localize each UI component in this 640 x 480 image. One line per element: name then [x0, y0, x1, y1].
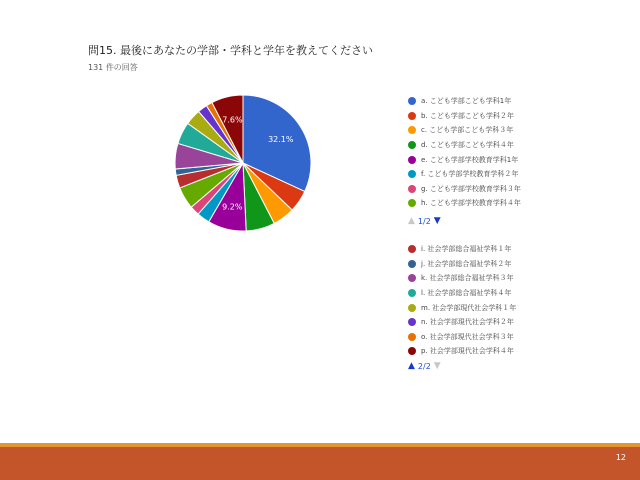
legend-swatch [408, 274, 416, 282]
slide-title: 問15. 最後にあなたの学部・学科と学年を教えてください [88, 44, 373, 57]
page-number: 12 [615, 453, 626, 462]
legend-item[interactable] [408, 152, 521, 167]
legend-item[interactable] [408, 196, 521, 211]
legend-swatch [408, 199, 416, 207]
legend-pager-1 [408, 216, 441, 226]
legend-label: i. 社会学部総合福祉学科１年 [421, 245, 512, 254]
legend-item[interactable] [408, 344, 516, 359]
legend-item[interactable] [408, 330, 516, 345]
legend-label: j. 社会学部総合福祉学科２年 [421, 259, 512, 268]
legend-swatch [408, 304, 416, 312]
legend-label: p. 社会学部現代社会学科４年 [421, 347, 514, 356]
legend-swatch [408, 245, 416, 253]
pie-data-label-0: 32.1% [268, 134, 294, 144]
legend-item[interactable] [408, 271, 516, 286]
legend-item[interactable] [408, 242, 516, 257]
legend-pager-2 [408, 361, 441, 371]
legend-swatch [408, 156, 416, 164]
legend-item[interactable] [408, 167, 521, 182]
legend-label: l. 社会学部総合福祉学科４年 [421, 289, 512, 298]
legend-item[interactable] [408, 182, 521, 197]
legend-label: m. 社会学部現代社会学科１年 [421, 303, 517, 312]
legend-swatch [408, 347, 416, 355]
legend-item[interactable] [408, 286, 516, 301]
triangle-down-icon[interactable]: ▼ [433, 216, 441, 226]
legend-item[interactable] [408, 257, 516, 272]
legend-item[interactable] [408, 123, 521, 138]
legend-label: c. こども学部こども学科３年 [421, 126, 514, 135]
legend-swatch [408, 141, 416, 149]
legend-swatch [408, 260, 416, 268]
legend-label: f. こども学部学校教育学科２年 [421, 170, 519, 179]
pie-data-label-4: 9.2% [222, 202, 243, 212]
legend-label: d. こども学部こども学科４年 [421, 141, 514, 150]
response-count: 131 件の回答 [88, 63, 138, 72]
triangle-up-icon[interactable]: ▲ [408, 216, 415, 226]
legend-label: k. 社会学部総合福祉学科３年 [421, 274, 514, 283]
legend-swatch [408, 333, 416, 341]
legend-swatch [408, 185, 416, 193]
legend-swatch [408, 318, 416, 326]
footer-bar [0, 447, 640, 480]
legend-item[interactable] [408, 315, 516, 330]
triangle-down-icon[interactable]: ▼ [433, 361, 441, 371]
legend-label: a. こども学部こども学科1年 [421, 97, 512, 106]
pager-text: 2/2 [417, 361, 431, 371]
legend-swatch [408, 170, 416, 178]
legend-item[interactable] [408, 300, 516, 315]
legend-label: g. こども学部学校教育学科３年 [421, 184, 521, 193]
legend-page-1 [408, 94, 521, 211]
legend-label: h. こども学部学校教育学科４年 [421, 199, 521, 208]
legend-item[interactable] [408, 94, 521, 109]
legend-label: e. こども学部学校教育学科1年 [421, 155, 519, 164]
pie-chart [170, 90, 316, 236]
pie-data-label-15: 7.6% [222, 115, 243, 125]
pie-slices [175, 95, 311, 231]
legend-swatch [408, 126, 416, 134]
legend-swatch [408, 112, 416, 120]
legend-swatch [408, 289, 416, 297]
legend-label: b. こども学部こども学科２年 [421, 111, 514, 120]
legend-item[interactable] [408, 109, 521, 124]
pager-text: 1/2 [417, 216, 431, 226]
legend-swatch [408, 97, 416, 105]
legend-page-2 [408, 242, 516, 359]
legend-label: o. 社会学部現代社会学科３年 [421, 332, 514, 341]
legend-item[interactable] [408, 138, 521, 153]
triangle-up-icon[interactable]: ▲ [408, 361, 415, 371]
legend-label: n. 社会学部現代社会学科２年 [421, 318, 514, 327]
